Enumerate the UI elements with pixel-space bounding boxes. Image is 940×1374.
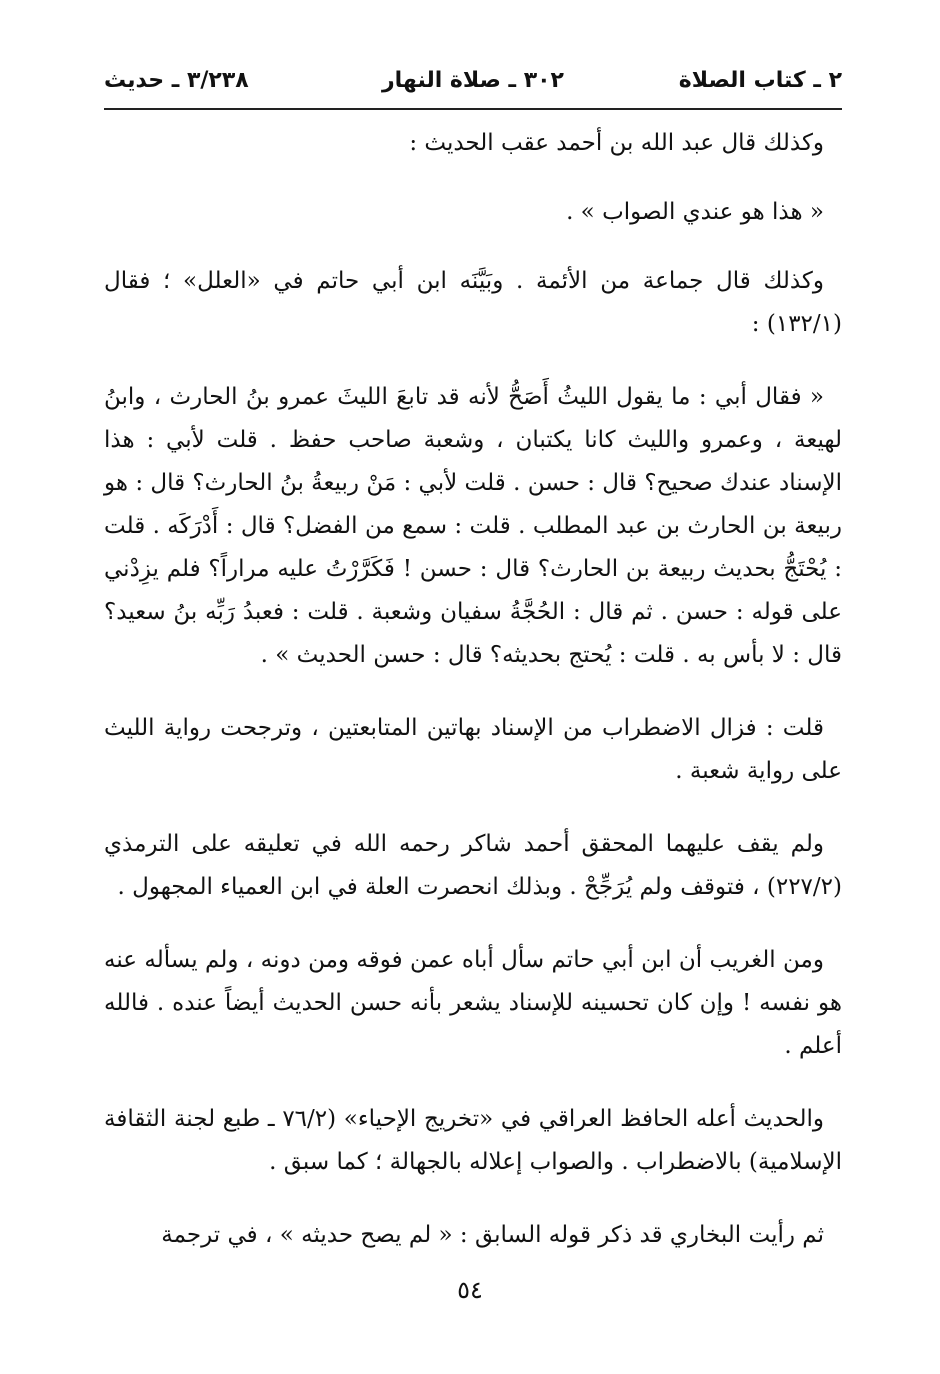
header-chapter-title: ٣٠٢ ـ صلاة النهار — [382, 68, 564, 93]
paragraph-1: وكذلك قال عبد الله بن أحمد عقب الحديث : — [409, 130, 824, 156]
running-header — [104, 62, 842, 102]
page-number: ٥٤ — [457, 1276, 483, 1304]
header-divider — [104, 108, 842, 110]
header-book-title: ٢ ـ كتاب الصلاة — [678, 68, 842, 93]
paragraph-4: « فقال أبي : ما يقول الليثُ أَصَحُّ لأنه قد تابعَ الليثَ عمرو بنُ الحارث ، وابنُ لهيعة ، وعمرو والليث كانا يكتبان ، وشعبة صاحب حفظ . قلت لأبي : هذا الإسناد عندك صحيح؟ قال : حسن . قلت لأبي : مَنْ ربيعةُ بنُ الحارث؟ قال : هو ربيعة بن الحارث بن عبد المطلب . قلت : سمع من الفضل؟ قال : أَدْرَكَه . قلت : يُحْتَجُّ بحديث ربيعة بن الحارث؟ قال : حسن ! فَكَرَّرْتُ عليه مراراً؟ فلم يزِدْني على قوله : حسن . ثم قال : الحُجَّةُ سفيان وشعبة . قلت : فعبدُ رَبِّه بنُ سعيد؟ قال : لا بأس به . قلت : يُحتج بحديثه؟ قال : حسن الحديث » . — [104, 384, 842, 668]
paragraph-6: ولم يقف عليهما المحقق أحمد شاكر رحمه الله في تعليقه على الترمذي (٢٢٧/٢) ، فتوقف ولم يُرَجِّحْ . وبذلك انحصرت العلة في ابن العمياء المجهول . — [104, 831, 842, 900]
paragraph-5: قلت : فزال الاضطراب من الإسناد بهاتين المتابعتين ، وترجحت رواية الليث على رواية شعبة . — [104, 715, 842, 784]
header-hadith-number: ٣/٢٣٨ ـ حديث — [104, 68, 249, 93]
paragraph-8: والحديث أعله الحافظ العراقي في «تخريج الإحياء» (٧٦/٢ ـ طبع لجنة الثقافة الإسلامية) بالاضطراب . والصواب إعلاله بالجهالة ؛ كما سبق . — [104, 1106, 842, 1175]
paragraph-3: وكذلك قال جماعة من الأئمة . وبَيَّنَه ابن أبي حاتم في «العلل» ؛ فقال (١٣٢/١) : — [104, 268, 842, 337]
paragraph-2: « هذا هو عندي الصواب » . — [566, 199, 824, 225]
main-text — [104, 122, 842, 1287]
paragraph-7: ومن الغريب أن ابن أبي حاتم سأل أباه عمن فوقه ومن دونه ، ولم يسأله عنه هو نفسه ! وإن كان تحسينه للإسناد يشعر بأنه حسن الحديث أيضاً عنده . فالله أعلم . — [104, 947, 842, 1059]
paragraph-9: ثم رأيت البخاري قد ذكر قوله السابق : « لم يصح حديثه » ، في ترجمة — [161, 1222, 824, 1248]
